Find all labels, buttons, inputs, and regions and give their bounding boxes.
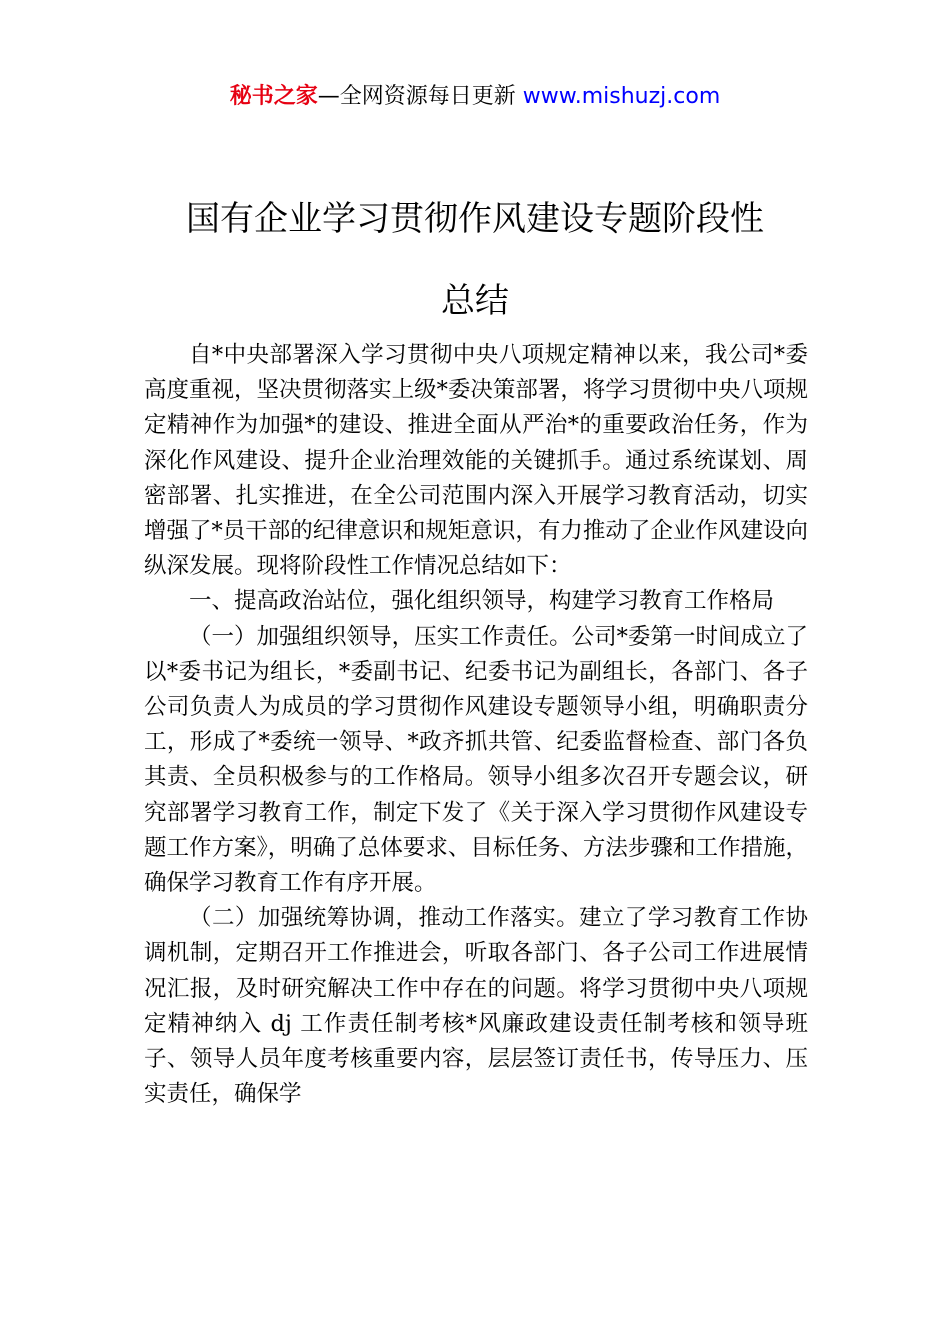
- header-tagline: —全网资源每日更新: [317, 84, 516, 109]
- section-heading-1: 一、提高政治站位，强化组织领导，构建学习教育工作格局: [189, 588, 775, 615]
- title-line-2: 总结: [441, 281, 509, 321]
- document-body: [144, 338, 808, 1112]
- document-title: [0, 178, 950, 342]
- title-line-1: 国有企业学习贯彻作风建设专题阶段性: [186, 199, 764, 239]
- paragraph-subsection-2: （二）加强统筹协调，推动工作落实。建立了学习教育工作协调机制，定期召开工作推进会，听取各部门、各子公司工作进展情况汇报，及时研究解决工作中存在的问题。将学习贯彻中央八项规定精神纳入 dj 工作责任制考核*风廉政建设责任制考核和领导班子、领导人员年度考核重要内容，层层签订责任书，传导压力、压实责任，确保学: [144, 905, 808, 1108]
- site-header: [0, 82, 950, 112]
- brand-name: 秘书之家: [229, 84, 318, 109]
- site-url[interactable]: www.mishuzj.com: [522, 84, 721, 109]
- paragraph-subsection-1: （一）加强组织领导，压实工作责任。公司*委第一时间成立了以*委书记为组长，*委副书记、纪委书记为副组长，各部门、各子公司负责人为成员的学习贯彻作风建设专题领导小组，明确职责分工，形成了*委统一领导、*政齐抓共管、纪委监督检查、部门各负其责、全员积极参与的工作格局。领导小组多次召开专题会议，研究部署学习教育工作，制定下发了《关于深入学习贯彻作风建设专题工作方案》，明确了总体要求、目标任务、方法步骤和工作措施，确保学习教育工作有序开展。: [144, 623, 808, 897]
- paragraph-intro: 自*中央部署深入学习贯彻中央八项规定精神以来，我公司*委高度重视，坚决贯彻落实上级*委决策部署，将学习贯彻中央八项规定精神作为加强*的建设、推进全面从严治*的重要政治任务，作为深化作风建设、提升企业治理效能的关键抓手。通过系统谋划、周密部署、扎实推进，在全公司范围内深入开展学习教育活动，切实增强了*员干部的纪律意识和规矩意识，有力推动了企业作风建设向纵深发展。现将阶段性工作情况总结如下：: [144, 342, 808, 580]
